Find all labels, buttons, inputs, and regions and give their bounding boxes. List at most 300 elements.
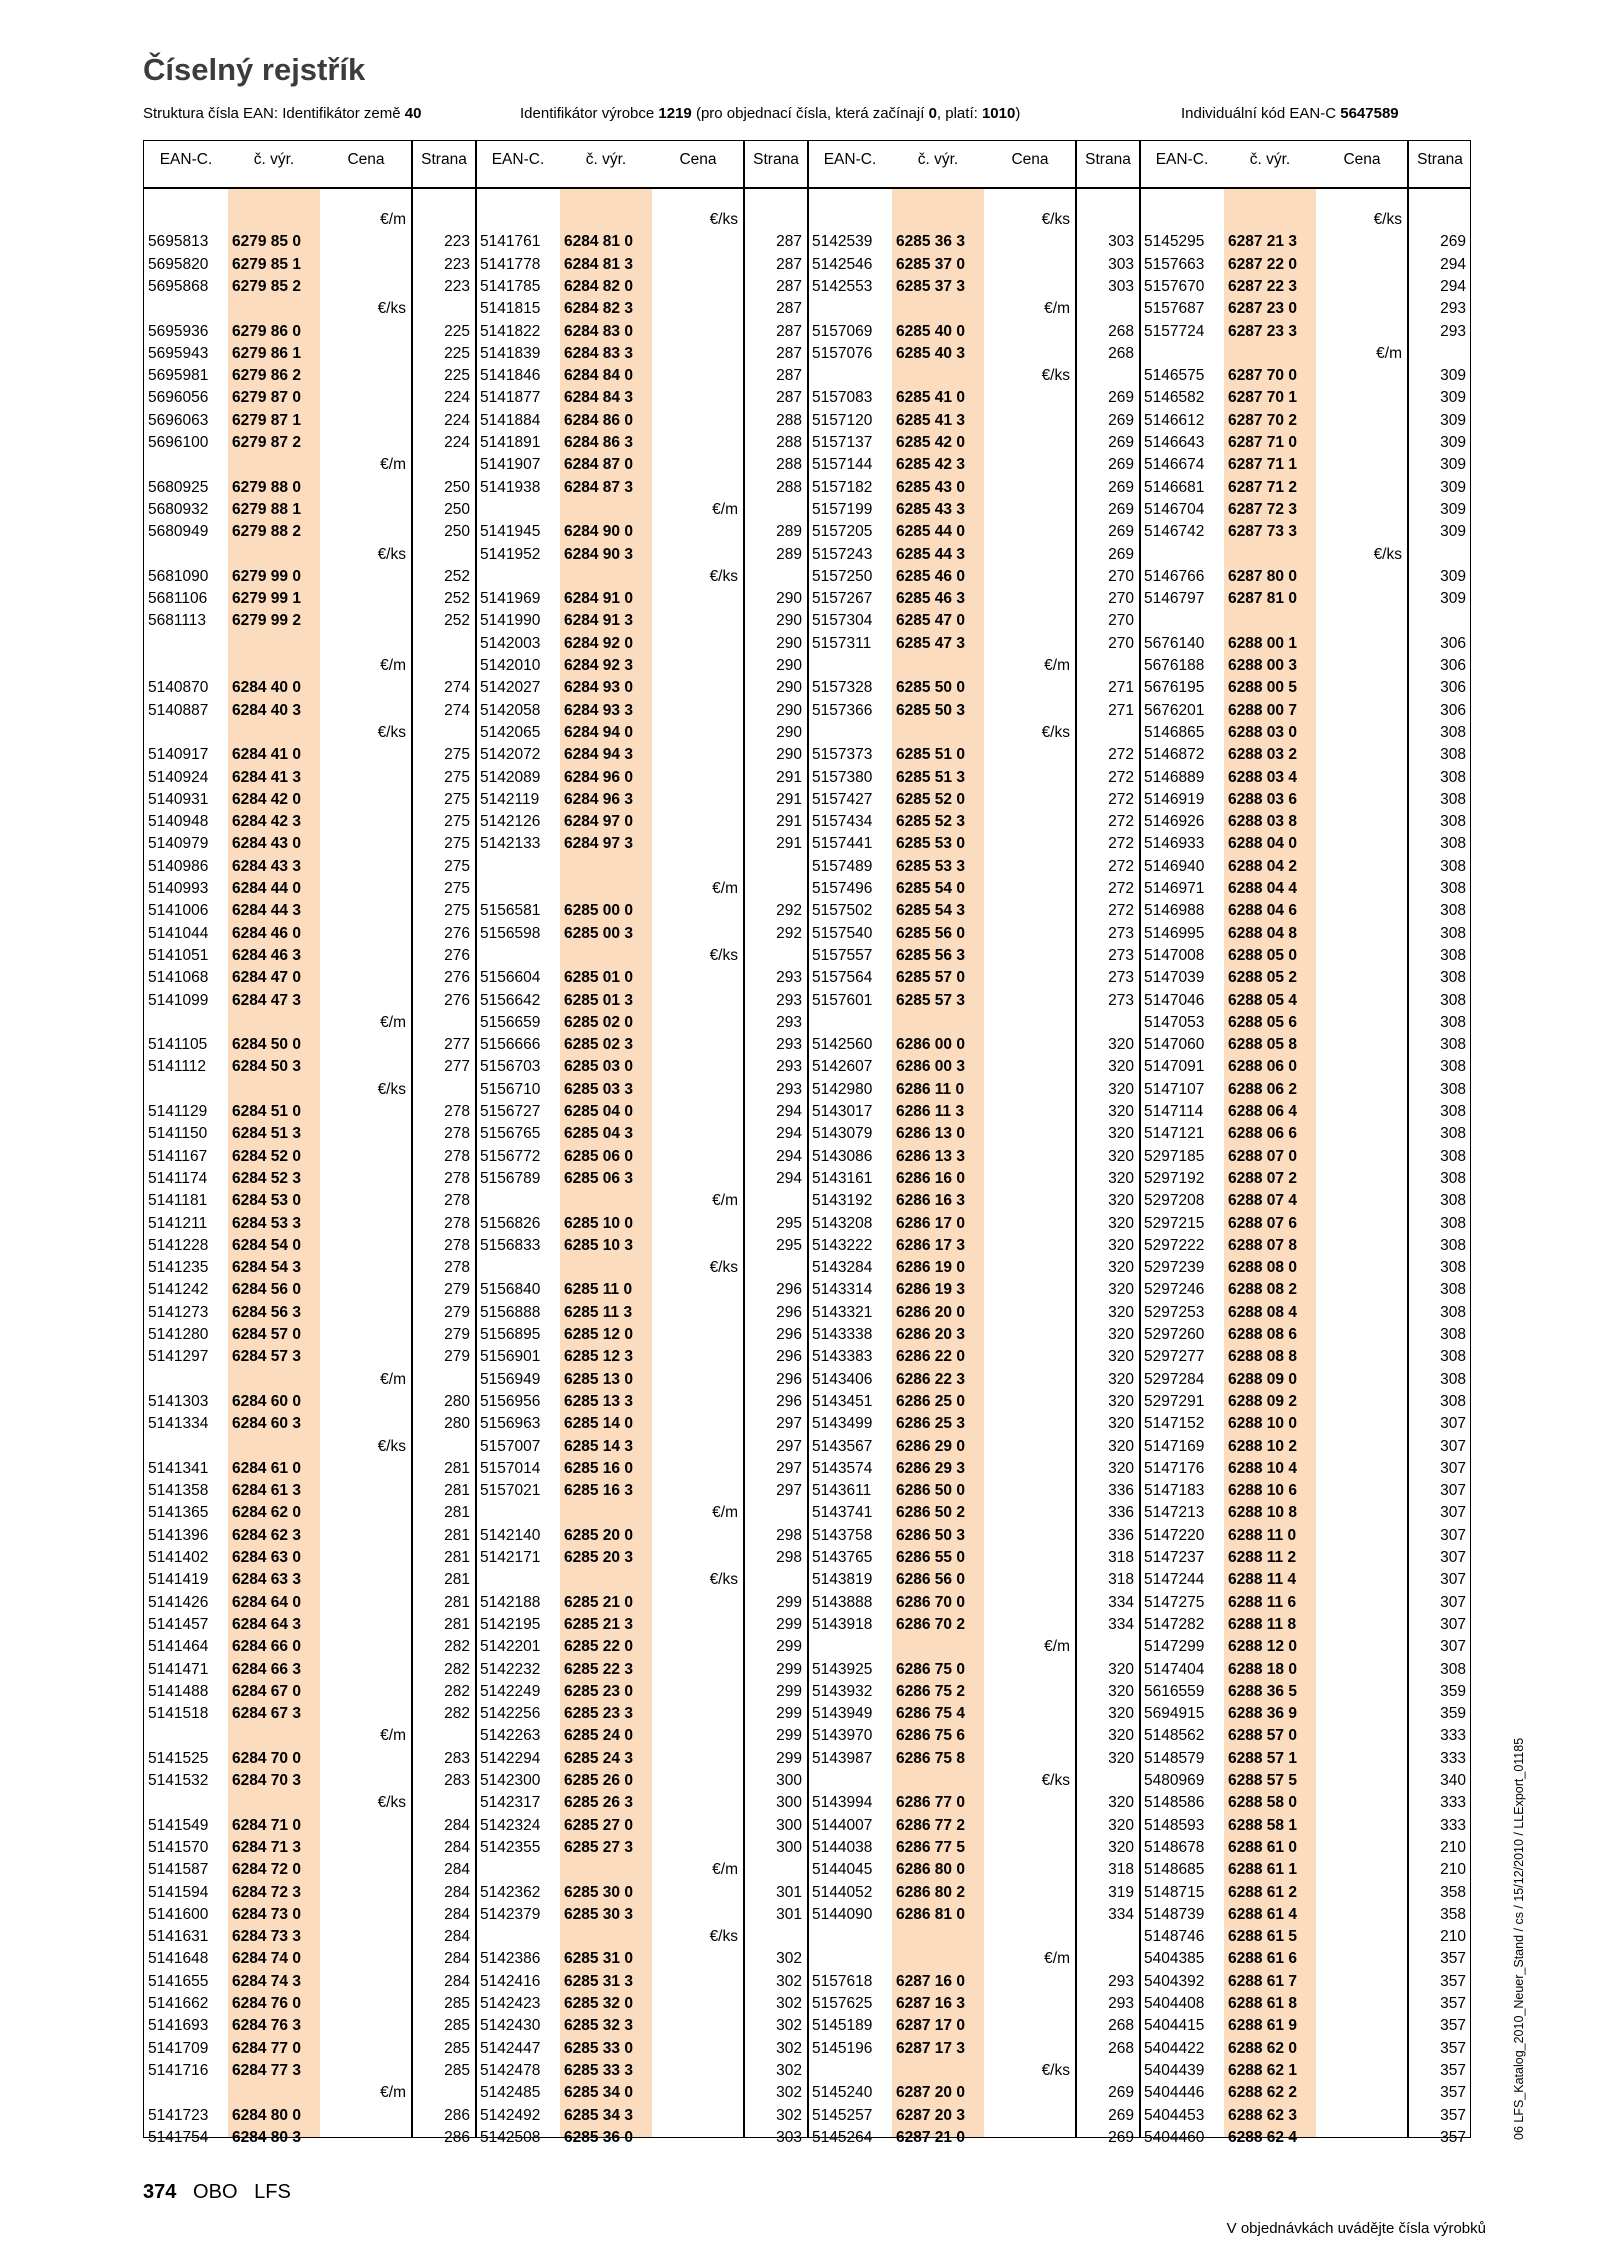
page-cell: 269 (1108, 411, 1134, 429)
ean-cell: 5141754 (148, 2128, 209, 2146)
page-cell: 333 (1440, 1727, 1466, 1745)
page-cell: 309 (1440, 590, 1466, 608)
ean-cell: 5157137 (812, 434, 873, 451)
page-cell: 268 (1108, 322, 1134, 340)
product-code-cell: 6284 67 3 (232, 1705, 301, 1723)
product-code-cell: 6288 07 4 (1228, 1192, 1297, 1210)
ean-cell: 5157311 (812, 634, 872, 652)
product-code-cell: 6279 99 1 (232, 590, 301, 608)
product-code-cell: 6279 86 1 (232, 344, 301, 362)
ean-cell: 5141655 (148, 1972, 209, 1990)
product-code-cell: 6285 37 0 (896, 255, 965, 273)
page-cell: 303 (1108, 277, 1134, 295)
ean-cell: 5480969 (1144, 1772, 1205, 1789)
product-code-cell: 6284 60 0 (232, 1392, 301, 1410)
page-cell: 273 (1108, 946, 1134, 964)
ean-cell: 5140917 (148, 746, 209, 764)
product-code-cell: 6279 86 2 (232, 367, 301, 385)
ean-cell: 5156710 (480, 1080, 541, 1098)
ean-cell: 5141419 (148, 1571, 209, 1589)
page-cell: 293 (776, 991, 802, 1009)
price-unit-cell: €/ks (1373, 211, 1402, 228)
ean-cell: 5141341 (148, 1459, 209, 1477)
product-code-cell: 6287 71 1 (1228, 456, 1297, 474)
page-cell: 340 (1440, 1772, 1466, 1789)
product-code-cell: 6288 04 8 (1228, 924, 1297, 942)
product-code-cell: 6285 50 3 (896, 701, 965, 719)
product-code-cell: 6284 94 3 (564, 746, 633, 764)
page-cell: 287 (776, 322, 802, 340)
product-code-cell: 6288 61 1 (1228, 1861, 1297, 1879)
product-code-cell: 6286 50 0 (896, 1482, 965, 1500)
product-code-cell: 6284 67 0 (232, 1682, 301, 1700)
page-cell: 272 (1108, 835, 1134, 853)
page-cell: 357 (1440, 2128, 1466, 2146)
ean-cell: 5147169 (1144, 1437, 1205, 1455)
product-code-cell: 6286 20 3 (896, 1326, 965, 1343)
page-cell: 279 (444, 1326, 470, 1343)
page-cell: 269 (1108, 434, 1134, 451)
ean-cell: 5141570 (148, 1838, 209, 1856)
product-code-cell: 6284 76 3 (232, 2017, 301, 2035)
page-cell: 291 (776, 835, 802, 853)
ean-cell: 5157243 (812, 545, 873, 563)
product-code-cell: 6285 13 0 (564, 1370, 633, 1388)
product-code-cell: 6285 02 3 (564, 1036, 633, 1054)
ean-cell: 5156604 (480, 969, 541, 987)
page-cell: 308 (1440, 880, 1466, 897)
ean-cell: 5146971 (1144, 880, 1205, 897)
page-cell: 300 (776, 1794, 802, 1812)
page-cell: 302 (776, 2061, 802, 2079)
product-code-cell: 6285 16 3 (564, 1482, 633, 1500)
ean-cell: 5142232 (480, 1660, 541, 1678)
ean-cell: 5141785 (480, 277, 541, 295)
page-cell: 308 (1440, 1147, 1466, 1165)
ean-structure-line (143, 105, 1463, 127)
product-code-cell: 6284 47 0 (232, 969, 301, 987)
page-cell: 308 (1440, 1348, 1466, 1366)
page-cell: 308 (1440, 1103, 1466, 1120)
page-cell: 300 (776, 1838, 802, 1856)
ean-cell: 5142553 (812, 277, 873, 295)
product-code-cell: 6284 62 3 (232, 1526, 301, 1544)
price-unit-cell: €/ks (1041, 211, 1070, 228)
page-cell: 281 (444, 1526, 470, 1544)
page-cell: 303 (1108, 233, 1134, 251)
page-cell: 289 (776, 523, 802, 541)
page-cell: 272 (1108, 790, 1134, 808)
page-cell: 269 (1108, 2106, 1134, 2124)
page-cell: 320 (1108, 1392, 1134, 1410)
header-unit: Cena (1011, 151, 1049, 168)
price-unit-cell: €/m (380, 456, 406, 474)
product-code-cell: 6285 52 3 (896, 813, 965, 831)
page-cell: 282 (444, 1705, 470, 1723)
product-code-cell: 6287 21 3 (1228, 233, 1297, 251)
ean-cell: 5676188 (1144, 657, 1205, 674)
product-code-cell: 6284 83 3 (564, 344, 633, 362)
product-code-cell: 6288 03 0 (1228, 723, 1297, 741)
page-cell: 301 (776, 1905, 802, 1923)
product-code-cell: 6285 40 3 (896, 344, 965, 362)
ean-cell: 5148739 (1144, 1905, 1205, 1923)
product-code-cell: 6285 04 0 (564, 1103, 633, 1120)
product-code-cell: 6288 04 2 (1228, 857, 1297, 875)
page-cell: 296 (776, 1303, 802, 1321)
page-cell: 290 (776, 679, 802, 697)
ean-cell: 5142195 (480, 1615, 541, 1633)
product-code-cell: 6284 46 3 (232, 946, 301, 964)
ean-cell: 5696063 (148, 411, 209, 429)
page-cell: 307 (1440, 1549, 1466, 1566)
product-code-cell: 6284 71 0 (232, 1816, 301, 1834)
page-cell: 273 (1108, 924, 1134, 942)
page-cell: 320 (1108, 1326, 1134, 1343)
product-code-cell: 6286 81 0 (896, 1905, 965, 1923)
product-code-cell: 6285 11 0 (564, 1281, 633, 1299)
page-cell: 268 (1108, 344, 1134, 362)
ean-cell: 5141549 (148, 1816, 209, 1834)
product-code-cell: 6287 17 0 (896, 2017, 965, 2035)
page-cell: 252 (444, 612, 470, 630)
page-cell: 279 (444, 1281, 470, 1299)
ean-cell: 5141938 (480, 478, 541, 496)
product-code-cell: 6286 70 2 (896, 1615, 965, 1633)
product-code-cell: 6288 08 2 (1228, 1281, 1297, 1299)
page-cell: 299 (776, 1749, 802, 1767)
header-unit: Cena (679, 151, 717, 168)
block-divider (807, 141, 809, 2137)
product-code-cell: 6285 36 3 (896, 233, 965, 251)
page-cell: 359 (1440, 1705, 1466, 1723)
ean-cell: 5144090 (812, 1905, 873, 1923)
ean-cell: 5142423 (480, 1995, 541, 2012)
page-cell: 286 (444, 2106, 470, 2124)
ean-cell: 5140870 (148, 679, 209, 697)
page-cell: 308 (1440, 813, 1466, 831)
page-cell: 282 (444, 1660, 470, 1678)
product-code-cell: 6284 66 3 (232, 1660, 301, 1678)
ean-cell: 5142133 (480, 835, 541, 853)
ean-cell: 5157380 (812, 768, 873, 786)
ean-cell: 5143994 (812, 1794, 873, 1812)
ean-cell: 5141297 (148, 1348, 209, 1366)
page-cell: 308 (1440, 946, 1466, 964)
page-cell: 299 (776, 1660, 802, 1678)
product-code-cell: 6286 75 8 (896, 1749, 965, 1767)
ean-cell: 5695981 (148, 367, 209, 385)
product-code-cell: 6287 71 2 (1228, 478, 1297, 496)
ean-cell: 5694915 (1144, 1705, 1205, 1723)
ean-cell: 5142478 (480, 2061, 541, 2079)
ean-cell: 5147237 (1144, 1549, 1205, 1566)
page-cell: 318 (1108, 1549, 1134, 1566)
ean-cell: 5141464 (148, 1638, 209, 1656)
price-unit-cell: €/m (712, 880, 738, 897)
page-cell: 320 (1108, 1192, 1134, 1210)
product-code-cell: 6284 83 0 (564, 322, 633, 340)
product-code-cell: 6285 41 0 (896, 389, 965, 407)
ean-cell: 5141822 (480, 322, 541, 340)
price-unit-cell: €/ks (377, 300, 406, 318)
ean-cell: 5145264 (812, 2128, 873, 2146)
ean-cell: 5297284 (1144, 1370, 1205, 1388)
page-title: Číselný rejstřík (143, 52, 366, 87)
ean-cell: 5157601 (812, 991, 873, 1009)
product-code-cell: 6288 11 4 (1228, 1571, 1297, 1589)
ean-cell: 5157250 (812, 567, 873, 585)
page-cell: 275 (444, 880, 470, 897)
page-cell: 291 (776, 790, 802, 808)
product-code-cell: 6279 85 0 (232, 233, 301, 251)
product-code-cell: 6285 26 0 (564, 1772, 633, 1789)
product-code-cell: 6288 57 1 (1228, 1749, 1297, 1767)
page-cell: 210 (1440, 1838, 1466, 1856)
page-cell: 284 (444, 1972, 470, 1990)
page-cell: 302 (776, 2106, 802, 2124)
product-code-cell: 6286 22 3 (896, 1370, 965, 1388)
ean-cell: 5142560 (812, 1036, 873, 1054)
product-code-cell: 6285 22 0 (564, 1638, 633, 1656)
page-cell: 308 (1440, 1214, 1466, 1232)
page-cell: 297 (776, 1459, 802, 1477)
page-cell: 275 (444, 857, 470, 875)
product-code-cell: 6286 77 0 (896, 1794, 965, 1812)
ean-cell: 5143949 (812, 1705, 873, 1723)
page-cell: 294 (1440, 255, 1466, 273)
product-code-cell: 6288 04 6 (1228, 902, 1297, 920)
page-cell: 275 (444, 835, 470, 853)
page-cell: 294 (776, 1169, 802, 1187)
page-cell: 309 (1440, 434, 1466, 451)
ean-cell: 5147060 (1144, 1036, 1205, 1054)
brand-label: OBO (193, 2181, 238, 2203)
page-cell: 308 (1440, 1236, 1466, 1254)
product-code-cell: 6285 01 3 (564, 991, 633, 1009)
ean-cell: 5142027 (480, 679, 541, 697)
price-unit-cell: €/ks (377, 1794, 406, 1812)
ean-cell: 5143611 (812, 1482, 872, 1500)
ean-cell: 5156659 (480, 1013, 541, 1031)
ean-cell: 5147183 (1144, 1482, 1205, 1500)
ean-cell: 5142539 (812, 233, 873, 251)
header-code: č. výr. (1249, 151, 1291, 168)
ean-cell: 5141525 (148, 1749, 209, 1767)
header-ean: EAN-C. (491, 151, 545, 168)
ean-cell: 5680932 (148, 500, 209, 518)
product-code-cell: 6284 43 3 (232, 857, 301, 875)
header-unit: Cena (347, 151, 385, 168)
ean-cell: 5147299 (1144, 1638, 1205, 1656)
ean-cell: 5142119 (480, 790, 540, 808)
page-cell: 320 (1108, 1103, 1134, 1120)
page-cell: 300 (776, 1772, 802, 1789)
product-code-cell: 6288 61 0 (1228, 1838, 1297, 1856)
product-code-cell: 6288 08 6 (1228, 1326, 1297, 1343)
ean-cell: 5695820 (148, 255, 209, 273)
page-cell: 320 (1108, 1169, 1134, 1187)
ean-cell: 5157373 (812, 746, 873, 764)
page-cell: 283 (444, 1749, 470, 1767)
product-code-cell: 6285 10 3 (564, 1236, 633, 1254)
page-cell: 320 (1108, 1259, 1134, 1277)
product-code-cell: 6285 50 0 (896, 679, 965, 697)
page-cell: 308 (1440, 991, 1466, 1009)
product-code-cell: 6288 09 0 (1228, 1370, 1297, 1388)
page-cell: 297 (776, 1482, 802, 1500)
page-cell: 277 (444, 1058, 470, 1076)
ean-cell: 5143079 (812, 1125, 873, 1143)
page-cell: 223 (444, 277, 470, 295)
page-cell: 357 (1440, 1972, 1466, 1990)
ean-cell: 5143222 (812, 1236, 873, 1254)
product-code-cell: 6284 40 3 (232, 701, 301, 719)
product-code-cell: 6288 10 4 (1228, 1459, 1297, 1477)
product-code-cell: 6287 70 2 (1228, 411, 1297, 429)
product-code-cell: 6284 86 3 (564, 434, 633, 451)
product-code-cell: 6285 42 3 (896, 456, 965, 474)
ean-cell: 5142256 (480, 1705, 541, 1723)
product-code-cell: 6288 05 6 (1228, 1013, 1297, 1031)
page-cell: 275 (444, 902, 470, 920)
ean-cell: 5147039 (1144, 969, 1205, 987)
ean-cell: 5157670 (1144, 277, 1205, 295)
page-cell: 320 (1108, 1437, 1134, 1455)
ean-cell: 5146674 (1144, 456, 1205, 474)
product-code-cell: 6284 52 0 (232, 1147, 301, 1165)
page-cell: 279 (444, 1348, 470, 1366)
price-unit-cell: €/ks (709, 946, 738, 964)
product-code-cell: 6285 14 0 (564, 1415, 633, 1433)
product-code-cell: 6285 12 3 (564, 1348, 633, 1366)
product-code-cell: 6285 31 0 (564, 1950, 633, 1968)
product-code-cell: 6284 40 0 (232, 679, 301, 697)
page-cell: 287 (776, 255, 802, 273)
header-ean: EAN-C. (1155, 151, 1209, 168)
product-code-cell: 6288 05 0 (1228, 946, 1297, 964)
product-code-cell: 6288 00 1 (1228, 634, 1297, 652)
page-cell: 269 (1108, 545, 1134, 563)
country-value: 40 (404, 105, 422, 122)
ean-cell: 5141846 (480, 367, 541, 385)
ean-cell: 5676195 (1144, 679, 1205, 697)
page-cell: 280 (444, 1392, 470, 1410)
product-code-cell: 6286 77 2 (896, 1816, 965, 1834)
page-number: 374 (143, 2181, 177, 2203)
ean-cell: 5141457 (148, 1615, 209, 1633)
ean-cell: 5142065 (480, 723, 541, 741)
product-code-cell: 6284 82 0 (564, 277, 633, 295)
page-cell: 269 (1108, 2084, 1134, 2102)
product-code-cell: 6286 50 3 (896, 1526, 965, 1544)
ean-cell: 5676201 (1144, 701, 1205, 719)
product-code-cell: 6288 10 8 (1228, 1504, 1297, 1522)
product-code-cell: 6284 51 0 (232, 1103, 301, 1120)
ean-cell: 5157007 (480, 1437, 541, 1455)
product-code-cell: 6288 57 5 (1228, 1772, 1297, 1789)
page-cell: 210 (1440, 1928, 1466, 1946)
page-cell: 291 (776, 813, 802, 831)
price-unit-cell: €/ks (709, 1928, 738, 1946)
product-code-cell: 6286 17 0 (896, 1214, 965, 1232)
product-code-cell: 6284 84 3 (564, 389, 633, 407)
product-code-cell: 6286 19 3 (896, 1281, 965, 1299)
product-code-cell: 6285 13 3 (564, 1392, 633, 1410)
ean-cell: 5142355 (480, 1838, 541, 1856)
page-cell: 334 (1108, 1905, 1134, 1923)
page-cell: 320 (1108, 1080, 1134, 1098)
product-code-cell: 6286 75 0 (896, 1660, 965, 1678)
price-unit-cell: €/ks (377, 1080, 406, 1098)
product-code-cell: 6284 93 3 (564, 701, 633, 719)
product-code-cell: 6287 73 3 (1228, 523, 1297, 541)
product-code-cell: 6285 51 3 (896, 768, 965, 786)
page-cell: 320 (1108, 1705, 1134, 1723)
ean-cell: 5146865 (1144, 723, 1205, 741)
page-cell: 299 (776, 1727, 802, 1745)
page-cell: 278 (444, 1214, 470, 1232)
price-unit-cell: €/ks (709, 567, 738, 585)
ean-cell: 5147220 (1144, 1526, 1205, 1544)
page-cell: 273 (1108, 969, 1134, 987)
page-cell: 307 (1440, 1526, 1466, 1544)
header-page: Strana (753, 151, 799, 168)
product-code-cell: 6284 63 0 (232, 1549, 301, 1566)
ean-cell: 5156581 (480, 902, 541, 920)
page-cell: 278 (444, 1259, 470, 1277)
ean-cell: 5681090 (148, 567, 209, 585)
product-code-cell: 6284 61 0 (232, 1459, 301, 1477)
product-code-cell: 6285 57 0 (896, 969, 965, 987)
ean-cell: 5676140 (1144, 634, 1205, 652)
product-code-cell: 6288 10 0 (1228, 1415, 1297, 1433)
page-cell: 306 (1440, 679, 1466, 697)
page-cell: 278 (444, 1147, 470, 1165)
ean-cell: 5157182 (812, 478, 873, 496)
ean-cell: 5147176 (1144, 1459, 1205, 1477)
ean-cell: 5143499 (812, 1415, 873, 1433)
product-code-cell: 6288 08 8 (1228, 1348, 1297, 1366)
page-cell: 309 (1440, 523, 1466, 541)
page-cell: 293 (776, 1058, 802, 1076)
product-code-cell: 6286 00 0 (896, 1036, 965, 1054)
ean-cell: 5147046 (1144, 991, 1205, 1009)
ean-cell: 5141112 (148, 1058, 207, 1076)
page-cell: 224 (444, 389, 470, 407)
page-cell: 290 (776, 723, 802, 741)
individual-code (1181, 105, 1399, 122)
product-code-cell: 6285 23 0 (564, 1682, 633, 1700)
ean-cell: 5147213 (1144, 1504, 1205, 1522)
page-cell: 284 (444, 1950, 470, 1968)
page-cell: 357 (1440, 2084, 1466, 2102)
product-code-cell: 6286 75 4 (896, 1705, 965, 1723)
product-code-cell: 6288 05 4 (1228, 991, 1297, 1009)
page-cell: 299 (776, 1593, 802, 1611)
page-cell: 297 (776, 1415, 802, 1433)
ean-cell: 5141587 (148, 1861, 209, 1879)
product-code-cell: 6284 54 3 (232, 1259, 301, 1277)
page-cell: 271 (1108, 701, 1134, 719)
ean-cell: 5148685 (1144, 1861, 1205, 1879)
product-code-cell: 6285 56 3 (896, 946, 965, 964)
product-code-cell: 6286 11 3 (896, 1103, 965, 1120)
page-cell: 320 (1108, 1147, 1134, 1165)
ean-cell: 5156826 (480, 1214, 541, 1232)
page-cell: 302 (776, 2017, 802, 2035)
page-cell: 281 (444, 1571, 470, 1589)
